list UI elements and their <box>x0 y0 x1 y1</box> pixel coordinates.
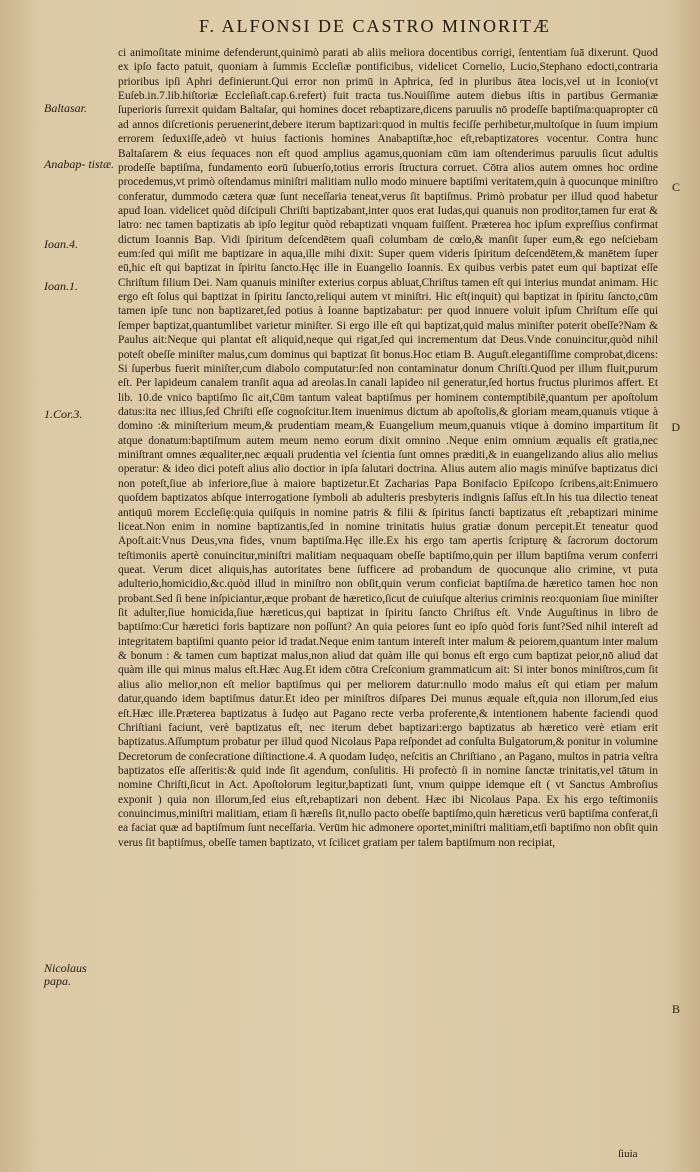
side-letter-d: D <box>671 420 680 434</box>
side-letter-c: C <box>671 180 680 194</box>
marginal-note-cor3: 1.Cor.3. <box>44 407 83 421</box>
marginal-note-ioan4: Ioan.4. <box>44 237 78 251</box>
body-text-column <box>118 46 658 850</box>
marginal-note-baltasar: Baltasar. <box>44 101 88 115</box>
running-head: F. ALFONSI DE CASTRO MINORITÆ <box>198 16 552 36</box>
catchword: ſiuia <box>618 1148 638 1160</box>
marginal-note-nicolaus: Nicolaus papa. <box>44 961 87 988</box>
marginal-note-ioan1: Ioan.1. <box>44 279 78 293</box>
body-paragraph: ci animoſitate minime defenderunt,quinimò parati ab aliis meliora docentibus corrigi, ſententiam ſuā dixerunt. Quod ex ipſo facto patuit, quoniam à ſummis Eccleſiæ pontificibus, videlicet Cornelio, Lucio,Stephano edocti,contraria prioribus ipſi Aphri definierunt.Qui error non primū in Aphrica, ſed in pluribus ātea locis,vel ut in Iconio(vt Euſeb.in.7.lib.hiſtoriæ Eccleſiaſt.cap.6.refert) fuit tracta tus.Nouiſſime autem diebus iſtis in partibus Germaniæ ſuperioris ſurrexit quidam Baltaſar, qui homines docet rebaptizare,dicens paruulis nō prodeſſe baptiſma:quapropter cū ad annos diſcretionis peruenerint,debere iterum baptizari:quod in multis feciſſe perhibetur,multoſque in ſuum impium errorem ſeduxiſſe,adeò vt huius factionis homines Anabaptiſtæ,hoc eſt,rebaptizatores vocentur. Contra hunc Baltaſarem & eius ſequaces non eſt quod amplius agamus,quoniam cūm iam oſtenderimus paruulis ſicut adultis prodeſſe baptiſma, fundamento eorū ſubuerſo,totius erroris ſtructura corruet. Cōtra alios autem omnes hoc ordine procedemus,vt primò oſtendamus miniſtri malitiam nullo modo minuere baptiſmi veritatem,quin à quocunque miniſtro conferatur, dummodo cætera quæ ſunt neceſſaria teneat,verus ſit baptiſmus. Primò probatur per illud quod habetur apud Ioan. videlicet quòd diſcipuli Chriſti baptizabant,inter quos erat Iudas,qui quanuis non proditor,tamen fur erat & latro: nec tamen baptizatis ab ipſo legitur quòd rebaptizati vnquam fuiſſent. Præterea hoc ipſum expreſſius confirmat dictum Ioannis Bap. Vidi ſpiritum deſcendētem quaſi columbam de cœlo,& manſit ſuper eum,& ego neſciebam eum:ſed qui miſit me baptizare in aqua,ille mihi dixit: Super quem videris ſpiritum deſcendētem,& manētem ſuper eū,hic eſt qui baptizat in ſpiritu ſancto.Hęc ille in Euangelio Ioannis. Ex quibus verbis patet eum qui baptizat eſſe Chriſtum filium Dei. Nam quanuis miniſter exterius corpus abluat,Chriſtus tamen eſt qui interius mundat animam. Hic ergo eſt ſolus qui baptizat in ſpiritu ſancto,reliqui autem vt miniſtri. Hic eſt(inquit) qui baptizat in ſpiritu ſancto,cūm tamen ipſe tunc non baptizaret,ſed potius à Ioanne baptizabatur: per quod innuere voluit ipſum Chriſtum eſſe qui ſemper baptizat,quantumlibet varietur miniſter. Si ergo ille eſt qui baptizat,quid malus miniſter poterit obeſſe?Nam & Paulus ait:Neque qui plantat eſt aliquid,neque qui rigat,ſed qui incrementum dat Deus.Vnde conuincitur,quòd nihil poteſt obeſſe miniſter malus,cum dominus qui baptizat ſit bonus.Hoc etiam B. Auguſt.elegantiſſime comprobat,dicens: Si ſuperbus fuerit miniſter,cum diabolo computatur:ſed non contaminatur donum Chriſti.Quod per illum fluit,purum eſt. Per lapideum canalem tranſit aqua ad areolas.In canali lapideo nil generatur,ſed hortus fructus plurimos affert. Et lib. 10.de vnico baptiſmo ſic ait,Cūm tantum valeat baptiſmus per hominem contemptibilē,quantum per apoſtolum datus:ita nec illius,ſed Chriſti eſſe cognoſcitur.Item inuenimus dictum ab apoſtolis,& gloriam meam,quanuis vtique à domino :& miniſterium meum,& prudentiam meam,& Euangelium meum,quanuis vtique à domino impartitum ſit atque donatum:baptiſmum autem meum nemo eorum dixit omnino .Neque enim omnium æqualis eſt gratia,nec miniſtrant omnes æqualiter,nec æquali prudentia vel ſcientia ſunt omnes præditi,& in euangelizando alius alio melius operatur: & ideo dici poteſt alius alio doctior in ipſa ſalutari doctrina. Alius autem alio magis minúſve baptizatus dici non poteſt,ſiue ab inferiore,ſiue à maiore baptizetur.Et Zacharias Papa Bonifacio Epiſcopo ſcribens,ait:Enimuero quoſdem baptizatos abſque interrogatione ſymboli ab adulteris presbyteris indignis ſaſſus eſt.In his tua dilectio teneat antiquū morem Eccleſię:quia quiſquis in nomine patris & filii & ſpiritus ſancti baptizatus eſt ,rebaptizari minime liceat.Non enim in nomine baptizantis,ſed in nomine trinitatis huius gratiæ donum percepit.Et teneatur quod Apoſt.ait:Vnus Deus,vna fides, vnum baptiſma.Hęc ille.Ex his ergo tam apertis ſcripturę & ſacrorum doctorum teſtimoniis apertè conuincitur,miniſtri malitiam nequaquam obeſſe baptiſmo,quin per illum baptiſma verum conferri queat. Verum dicet aliquis,has autoritates bene ſufficere ad probandum de quocunque alio crimine, vt puta adulterio,homicidio,&c.quòd illud in miniſtro non obſit,quin verum conficiat baptiſma.de hæretico tamen hoc non probant.Sed ſi bene inſpiciantur,æque probant de hæretico,ſicut de cuiuſque alterius criminis reo:quoniam ſiue miniſter ſit adulter,ſiue homicida,ſiue hæreticus,qui baptizat in ſpiritu ſancto Chriſtus eſt. Vnde Auguſtinus in libro de baptiſmo:Cur hæretici foris baptizare non poſſunt? An quia peiores ſunt eo ipſo quòd foris ſunt?Sed nihil intereſt ad integritatem baptiſmi quanto peior id tradat.Neque enim tantum intereſt inter malum & peiorem,quantum inter malum & bonum : & tamen cum baptizat malus,non aliud dat quàm ille qui bonus eſt ergo cum baptizat peior,nō aliud dat quàm ille qui minus malus eſt.Hæc Aug.Et idem cōtra Creſconium grammaticum ait: Si inter bonos miniſtros,cum ſit alius alio melior,non eſt melior baptiſmus qui per meliorem datur:nullo modo malus eſt qui etiam per malum datur,quando idem baptiſmus datur.Et ideo per miniſtros diſpares Dei munus æquale eſt,quia non illorum,ſed eius eſt.Hæc ille.Præterea baptizatus à Iudęo aut Pagano recte verba proferente,& intentionem habente faciendi quod Chriſtiani faciunt, verè baptizatus eſt, nec iterum debet baptizari:ergo baptizatus ab hæretico verè etiam erit baptizatus.Aſſumptum probatur per illud quod Nicolaus Papa reſpondet ad conſulta Bulgatorum,& ponitur in volumine Decretorum de conſecratione diſtinctione.4. A quodam Iudęo, neſcitis an Chriſtiano , an Pagano, multos in patria veſtra baptizatos eſſe aſſeritis:& quid inde ſit agendum, conſulitis. Hi profectò ſi in nomine ſanctæ trinitatis,vel tātum in nomine Chriſti,ſicut in Act. Apoſtolorum legitur,baptizati ſunt, vnum quippe idemque eſt ( vt Sanctus Ambroſius exponit ) quia non illorum,ſed eius eſt,rebaptizari non debent. Hæc ibi Nicolaus Papa. Ex his ergo teſtimoniis conuincimus,miniſtri malitiam, etiam ſi hæreſis ſit,nullo pacto obeſſe baptiſmo,quin hæreticus verū baptiſma conferat,ſi ea faciat quæ ad baptiſmum ſunt neceſſaria. Verūm hic admonere oportet,miniſtri malitiam,etſi baptiſmo non obſit quin verus ſit baptiſmus, obeſſe tamen baptizato, vt ſcilicet gratiam per talem baptiſmum non recipiat, <box>118 47 658 849</box>
side-letter-b: B <box>671 1002 680 1016</box>
marginal-note-anabaptistae: Anabap- tistæ. <box>44 157 115 171</box>
